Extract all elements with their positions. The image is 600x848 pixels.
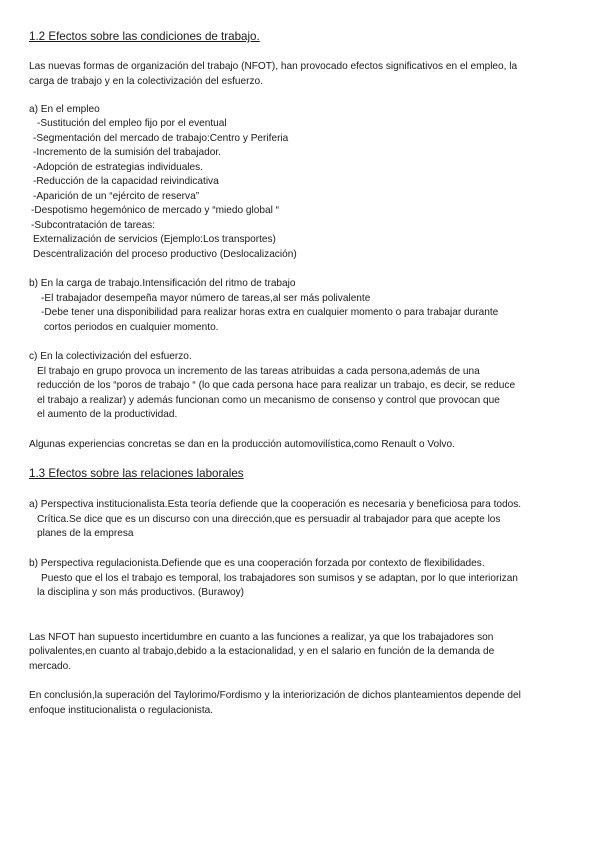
empleo-subitem: Externalización de servicios (Ejemplo:Los transportes)	[33, 234, 276, 245]
conclusion-line: enfoque institucionalista o regulacionista.	[29, 705, 214, 716]
experiencias-paragraph: Algunas experiencias concretas se dan en la producción automovilística,como Renault o Volvo.	[29, 439, 455, 450]
carga-item-cont: cortos periodos en cualquier momento.	[44, 322, 219, 333]
carga-heading: b) En la carga de trabajo.Intensificación del ritmo de trabajo	[29, 278, 296, 289]
section-heading-1-3: 1.3 Efectos sobre las relaciones laborales	[29, 467, 244, 480]
carga-item: -El trabajador desempeña mayor número de tareas,al ser más polivalente	[41, 293, 371, 304]
institucionalista-line: a) Perspectiva institucionalista.Esta teoría defiende que la cooperación es necesaria y beneficiosa para todos.	[29, 499, 522, 510]
nfot-line: mercado.	[29, 661, 72, 672]
colectivizacion-line: el trabajo a realizar) y además funcionan como un mecanismo de consenso y control que provocan que	[37, 395, 500, 406]
regulacionista-line: b) Perspectiva regulacionista.Defiende que es una cooperación forzada por contexto de flexibilidades.	[29, 558, 485, 569]
empleo-item: -Segmentación del mercado de trabajo:Centro y Periferia	[33, 133, 289, 144]
empleo-item: -Reducción de la capacidad reivindicativa	[33, 176, 219, 187]
carga-item: -Debe tener una disponibilidad para realizar horas extra en cualquier momento o para trabajar durante	[41, 307, 499, 318]
colectivizacion-line: El trabajo en grupo provoca un incremento de las tareas atribuidas a cada persona,además de una	[37, 366, 480, 377]
institucionalista-line: planes de la empresa	[37, 528, 134, 539]
institucionalista-line: Crítica.Se dice que es un discurso con una dirección,que es persuadir al trabajador para que acepte los	[37, 514, 501, 525]
regulacionista-line: Puesto que el los el trabajo es temporal, los trabajadores son sumisos y se adaptan, por lo que interiorizan	[41, 573, 518, 584]
empleo-item: -Adopción de estrategias individuales.	[33, 162, 204, 173]
empleo-item: -Sustitución del empleo fijo por el eventual	[37, 118, 227, 129]
section-heading-1-2: 1.2 Efectos sobre las condiciones de trabajo.	[29, 30, 260, 43]
conclusion-line: En conclusión,la superación del Taylorimo/Fordismo y la interiorización de dichos planteamientos depende del	[29, 690, 521, 701]
empleo-item: -Despotismo hegemónico de mercado y “miedo global “	[31, 205, 279, 216]
colectivizacion-line: reducción de los “poros de trabajo “ (lo que cada persona hace para realizar un trabajo, es decir, se reduce	[37, 380, 516, 391]
nfot-line: polivalentes,en cuanto al trabajo,debido a la estacionalidad, y en el salario en función de la demanda de	[29, 646, 495, 657]
empleo-item: -Aparición de un “ejército de reserva”	[33, 191, 200, 202]
intro-line: carga de trabajo y en la colectivización del esfuerzo.	[29, 76, 263, 87]
colectivizacion-line: el aumento de la productividad.	[37, 409, 178, 420]
intro-line: Las nuevas formas de organización del trabajo (NFOT), han provocado efectos significativos en el empleo, la	[29, 61, 518, 72]
nfot-line: Las NFOT han supuesto incertidumbre en cuanto a las funciones a realizar, ya que los trabajadores son	[29, 632, 494, 643]
empleo-subitem: Descentralización del proceso productivo (Deslocalización)	[33, 249, 297, 260]
empleo-item: -Subcontratación de tareas:	[31, 220, 156, 231]
regulacionista-line: la disciplina y son más productivos. (Burawoy)	[37, 587, 245, 598]
colectivizacion-heading: c) En la colectivización del esfuerzo.	[29, 351, 192, 362]
empleo-item: -Incremento de la sumisión del trabajador.	[33, 147, 221, 158]
empleo-heading: a) En el empleo	[29, 104, 100, 115]
